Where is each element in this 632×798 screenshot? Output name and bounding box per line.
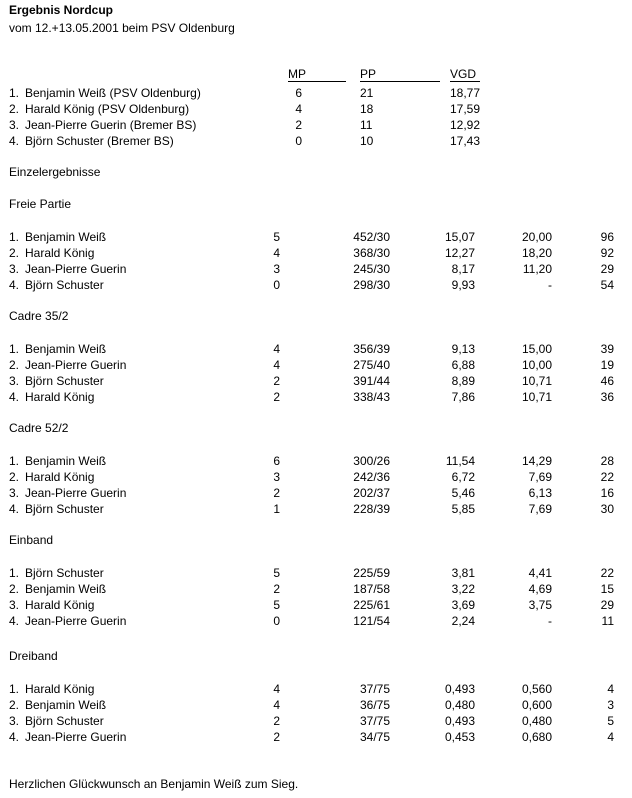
result-hs: 15 (600, 582, 614, 596)
summary-pp: 10 (360, 134, 374, 148)
result-player-name: Björn Schuster (25, 374, 104, 388)
result-player-name: Benjamin Weiß (25, 454, 107, 468)
result-bed: 18,20 (521, 246, 552, 260)
result-score: 202/37 (353, 486, 390, 500)
result-score: 356/39 (353, 342, 390, 356)
result-score: 391/44 (353, 374, 390, 388)
summary-rank: 3. (9, 118, 20, 132)
result-hs: 11 (601, 614, 614, 628)
result-gd: 6,72 (451, 470, 475, 484)
result-score: 245/30 (353, 262, 390, 276)
summary-pp: 18 (360, 102, 374, 116)
result-hs: 22 (600, 566, 614, 580)
result-gd: 2,24 (451, 614, 475, 628)
result-player-name: Björn Schuster (25, 278, 104, 292)
result-gd: 7,86 (451, 390, 475, 404)
result-rank: 4. (9, 390, 20, 404)
result-bed: 0,600 (521, 698, 552, 712)
result-gd: 9,13 (451, 342, 475, 356)
result-hs: 30 (600, 502, 614, 516)
result-score: 36/75 (359, 698, 390, 712)
result-player-name: Benjamin Weiß (25, 342, 107, 356)
result-bed: 3,75 (528, 598, 552, 612)
result-rank: 2. (9, 698, 20, 712)
result-mp: 2 (273, 486, 280, 500)
result-player-name: Harald König (25, 246, 95, 260)
summary-rank: 2. (9, 102, 20, 116)
discipline-title: Freie Partie (9, 197, 72, 211)
result-score: 368/30 (353, 246, 390, 260)
result-score: 34/75 (359, 730, 390, 744)
result-player-name: Björn Schuster (25, 566, 104, 580)
result-gd: 3,22 (451, 582, 475, 596)
result-bed: - (548, 614, 552, 628)
result-bed: 4,69 (528, 582, 552, 596)
result-rank: 4. (9, 278, 20, 292)
result-mp: 2 (273, 374, 280, 388)
summary-vgd: 12,92 (449, 118, 480, 132)
result-mp: 2 (273, 390, 280, 404)
result-rank: 3. (9, 714, 20, 728)
result-score: 228/39 (353, 502, 390, 516)
discipline-title: Cadre 52/2 (9, 421, 69, 435)
result-gd: 8,17 (451, 262, 475, 276)
result-mp: 0 (273, 614, 280, 628)
result-rank: 4. (9, 502, 20, 516)
result-rank: 2. (9, 246, 20, 260)
result-hs: 4 (607, 682, 614, 696)
result-hs: 29 (600, 262, 614, 276)
result-gd: 0,493 (444, 682, 475, 696)
result-rank: 1. (9, 342, 20, 356)
page-title: Ergebnis Nordcup (9, 3, 114, 17)
result-rank: 3. (9, 486, 20, 500)
result-gd: 0,453 (444, 730, 475, 744)
result-rank: 1. (9, 682, 20, 696)
result-player-name: Benjamin Weiß (25, 698, 107, 712)
result-bed: 7,69 (528, 470, 552, 484)
result-mp: 2 (273, 582, 280, 596)
summary-vgd: 17,43 (449, 134, 480, 148)
result-rank: 1. (9, 230, 20, 244)
result-mp: 2 (273, 714, 280, 728)
result-mp: 5 (273, 230, 280, 244)
result-player-name: Benjamin Weiß (25, 230, 107, 244)
result-mp: 4 (273, 342, 280, 356)
result-player-name: Harald König (25, 470, 95, 484)
result-mp: 4 (273, 698, 280, 712)
result-player-name: Björn Schuster (25, 714, 104, 728)
result-rank: 2. (9, 358, 20, 372)
result-player-name: Björn Schuster (25, 502, 104, 516)
summary-header-vgd: VGD (450, 67, 480, 82)
summary-rank: 1. (9, 86, 20, 100)
summary-player-name: Harald König (PSV Oldenburg) (25, 102, 190, 116)
result-rank: 1. (9, 566, 20, 580)
result-gd: 0,480 (444, 698, 475, 712)
result-score: 121/54 (353, 614, 390, 628)
result-score: 225/61 (353, 598, 390, 612)
result-gd: 12,27 (444, 246, 475, 260)
result-hs: 5 (607, 714, 614, 728)
result-mp: 4 (273, 358, 280, 372)
result-bed: 4,41 (528, 566, 552, 580)
result-hs: 28 (600, 454, 614, 468)
result-player-name: Jean-Pierre Guerin (25, 730, 127, 744)
summary-mp: 2 (295, 118, 302, 132)
result-bed: 10,71 (521, 390, 552, 404)
summary-vgd: 18,77 (449, 86, 480, 100)
result-gd: 5,85 (451, 502, 475, 516)
summary-header-mp: MP (288, 67, 346, 82)
result-hs: 16 (600, 486, 614, 500)
result-hs: 92 (600, 246, 614, 260)
result-hs: 54 (600, 278, 614, 292)
result-player-name: Harald König (25, 682, 95, 696)
summary-player-name: Björn Schuster (Bremer BS) (25, 134, 174, 148)
result-rank: 4. (9, 730, 20, 744)
result-mp: 4 (273, 246, 280, 260)
result-bed: 10,71 (521, 374, 552, 388)
result-gd: 8,89 (451, 374, 475, 388)
result-bed: 14,29 (521, 454, 552, 468)
page-subtitle: vom 12.+13.05.2001 beim PSV Oldenburg (9, 21, 235, 35)
summary-rank: 4. (9, 134, 20, 148)
result-rank: 1. (9, 454, 20, 468)
result-score: 187/58 (353, 582, 390, 596)
summary-mp: 4 (295, 102, 302, 116)
result-rank: 4. (9, 614, 20, 628)
result-player-name: Jean-Pierre Guerin (25, 486, 127, 500)
result-bed: 6,13 (528, 486, 552, 500)
result-score: 275/40 (353, 358, 390, 372)
summary-pp: 21 (360, 86, 374, 100)
result-hs: 4 (607, 730, 614, 744)
result-score: 242/36 (353, 470, 390, 484)
result-hs: 46 (600, 374, 614, 388)
result-player-name: Benjamin Weiß (25, 582, 107, 596)
result-score: 225/59 (353, 566, 390, 580)
result-gd: 15,07 (444, 230, 475, 244)
result-gd: 3,81 (451, 566, 475, 580)
result-bed: 10,00 (521, 358, 552, 372)
result-mp: 5 (273, 598, 280, 612)
result-hs: 39 (600, 342, 614, 356)
result-bed: 7,69 (528, 502, 552, 516)
summary-header-pp: PP (360, 67, 440, 82)
result-score: 452/30 (353, 230, 390, 244)
result-bed: - (548, 278, 552, 292)
result-mp: 6 (273, 454, 280, 468)
result-player-name: Harald König (25, 598, 95, 612)
result-gd: 11,54 (445, 454, 475, 468)
result-gd: 9,93 (451, 278, 475, 292)
result-gd: 0,493 (444, 714, 475, 728)
summary-vgd: 17,59 (449, 102, 480, 116)
result-player-name: Jean-Pierre Guerin (25, 262, 127, 276)
result-score: 298/30 (353, 278, 390, 292)
result-hs: 22 (600, 470, 614, 484)
summary-player-name: Benjamin Weiß (PSV Oldenburg) (25, 86, 201, 100)
summary-mp: 0 (295, 134, 302, 148)
summary-pp: 11 (360, 118, 373, 132)
footer-congratulations: Herzlichen Glückwunsch an Benjamin Weiß zum Sieg. (9, 777, 299, 791)
result-rank: 2. (9, 470, 20, 484)
result-rank: 3. (9, 374, 20, 388)
result-mp: 3 (273, 470, 280, 484)
result-score: 338/43 (353, 390, 390, 404)
result-mp: 5 (273, 566, 280, 580)
result-hs: 3 (607, 698, 614, 712)
result-rank: 3. (9, 262, 20, 276)
summary-player-name: Jean-Pierre Guerin (Bremer BS) (25, 118, 197, 132)
result-bed: 0,560 (521, 682, 552, 696)
result-mp: 1 (273, 502, 280, 516)
result-score: 300/26 (353, 454, 390, 468)
result-mp: 3 (273, 262, 280, 276)
result-bed: 11,20 (522, 262, 552, 276)
discipline-title: Dreiband (9, 649, 58, 663)
einzelergebnisse-heading: Einzelergebnisse (9, 165, 101, 179)
result-rank: 2. (9, 582, 20, 596)
result-hs: 29 (600, 598, 614, 612)
result-bed: 15,00 (521, 342, 552, 356)
result-score: 37/75 (359, 714, 390, 728)
result-bed: 0,680 (521, 730, 552, 744)
result-mp: 2 (273, 730, 280, 744)
result-player-name: Jean-Pierre Guerin (25, 614, 127, 628)
discipline-title: Einband (9, 533, 54, 547)
discipline-title: Cadre 35/2 (9, 309, 69, 323)
result-bed: 20,00 (521, 230, 552, 244)
result-hs: 96 (600, 230, 614, 244)
result-hs: 36 (600, 390, 614, 404)
result-score: 37/75 (359, 682, 390, 696)
result-gd: 6,88 (451, 358, 475, 372)
result-gd: 3,69 (451, 598, 475, 612)
result-player-name: Harald König (25, 390, 95, 404)
result-rank: 3. (9, 598, 20, 612)
result-mp: 4 (273, 682, 280, 696)
result-hs: 19 (600, 358, 614, 372)
result-mp: 0 (273, 278, 280, 292)
summary-mp: 6 (295, 86, 302, 100)
result-gd: 5,46 (451, 486, 475, 500)
result-player-name: Jean-Pierre Guerin (25, 358, 127, 372)
result-bed: 0,480 (521, 714, 552, 728)
